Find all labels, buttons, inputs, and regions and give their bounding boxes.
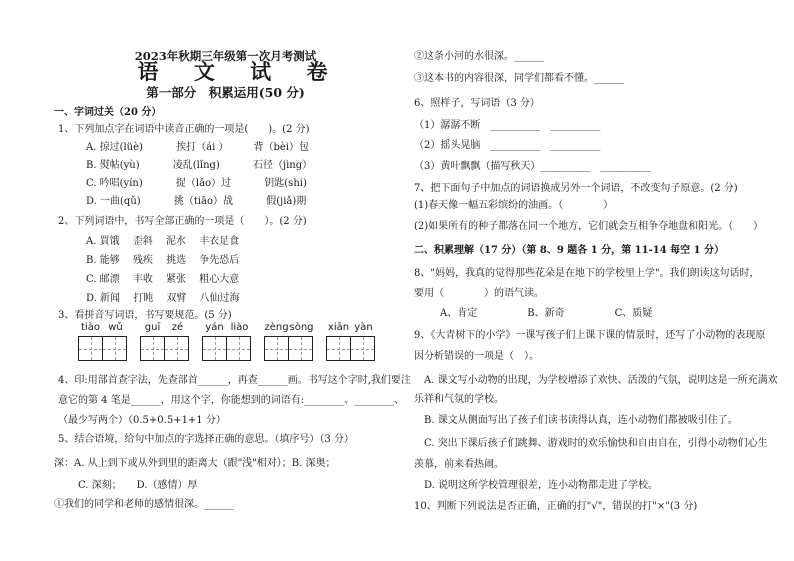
question-8-options: A、肯定 B、新奇 C、质疑 <box>440 308 653 319</box>
question-1-option-c: C. 吟唱(yín) 捉（lǎo）过 钥匙(shi) <box>86 178 307 189</box>
section-1-heading: 一、字词过关（20 分） <box>54 107 162 118</box>
question-2-option-c: C. 邮漂 丰收 紧张 粗心大意 <box>86 274 240 285</box>
pinyin-label: wǔ <box>108 322 123 333</box>
question-5-definitions-cont: C. 深刻； D.（感情）厚 <box>58 480 198 491</box>
question-9-option-b: B. 课文从侧面写出了孩子们读书读得认真，连小动物们都被吸引住了。 <box>424 415 738 426</box>
question-5-item-3: ③这本书的内容很深，同学们都看不懂。______ <box>414 73 624 84</box>
question-9-line-2: 因分析错误的一项是（ ）。 <box>414 351 539 362</box>
question-6-item-2: （2）摇头晃脑 __________ __________ <box>414 140 601 151</box>
pinyin-writing-grid <box>78 322 398 364</box>
question-1-option-d: D. 一曲(qǔ) 挑（tiāo）战 假(jiǎ)期 <box>86 196 307 207</box>
pinyin-label: xiān <box>327 322 350 333</box>
writing-box[interactable] <box>164 336 189 361</box>
question-6: 6、照样子，写词语（3 分） <box>414 98 540 109</box>
pinyin-group-2 <box>140 322 190 361</box>
question-10: 10、判断下列说法是否正确，正确的打"√"，错误的打"×"(3 分) <box>414 501 698 512</box>
writing-box[interactable] <box>78 336 103 361</box>
pinyin-label: sòng <box>289 322 314 333</box>
exam-title: 语 文 试 卷 <box>137 59 342 84</box>
pinyin-label: guī <box>144 322 161 333</box>
question-2-option-b: B. 能够 残疾 挑选 争先恐后 <box>86 255 240 266</box>
question-2: 2、下列词语中，书写全部正确的一项是（ ）。(2 分) <box>58 216 307 227</box>
question-4-line-2: 意它的第 4 笔是______，用这个字，你能想到的词语有:________、________、 <box>58 395 405 406</box>
question-4-line-3: （最少写两个）（0.5+0.5+1+1 分） <box>58 415 226 426</box>
right-column <box>414 0 778 561</box>
question-5: 5、结合语境，给句中加点的字选择正确的意思。（填序号）（3 分） <box>58 434 354 445</box>
exam-header: 2023年秋期三年级第一次月考测试 <box>134 49 317 63</box>
question-5-item-2: ②这条小河的水很深。______ <box>414 51 544 62</box>
writing-box[interactable] <box>326 336 351 361</box>
question-9-option-a: A. 课文写小动物的出现，为学校增添了欢快、活泼的气氛，说明这是一所充满欢 <box>424 375 778 386</box>
writing-box[interactable] <box>140 336 165 361</box>
pinyin-group-1 <box>78 322 128 361</box>
question-9-line-1: 9、《大青树下的小学》一课写孩子们上课下课的情景时，还写了小动物的表现原 <box>414 330 766 341</box>
writing-box[interactable] <box>102 336 127 361</box>
question-9-option-a-cont: 乐祥和气氛的学校。 <box>414 394 504 405</box>
question-7-item-1: (1)春天像一幅五彩缤纷的油画。（ ） <box>414 200 614 211</box>
pinyin-group-5 <box>326 322 376 361</box>
question-7: 7、把下面句子中加点的词语换成另外一个词语，不改变句子原意。(2 分) <box>414 183 738 194</box>
question-9-option-c: C. 突出下课后孩子们跳舞、游戏时的欢乐愉快和自由自在，引得小动物们心生 <box>424 438 768 449</box>
question-5-definitions: 深：A. 从上到下或从外到里的距离大（跟"浅"相对）；B. 深奥； <box>54 458 336 469</box>
pinyin-label: yàn <box>354 322 373 333</box>
left-column <box>54 0 411 561</box>
question-9-option-d: D. 说明这所学校管理很差，连小动物都走进了学校。 <box>424 480 659 491</box>
question-1: 1、下列加点字在词语中读音正确的一项是( )。(2 分) <box>58 124 310 135</box>
writing-box[interactable] <box>350 336 375 361</box>
question-1-option-a: A. 掠过(lüè) 挨打（ái ） 背（bèi）包 <box>86 142 309 153</box>
question-2-option-d: D. 新闻 打盹 双臂 八仙过海 <box>86 293 240 304</box>
pinyin-group-4 <box>264 322 314 361</box>
pinyin-label: zé <box>171 322 184 333</box>
question-4-line-1: 4、印:用部首查字法，先查部首______，再查______画。书写这个字时,我们要注 <box>58 375 411 386</box>
question-1-option-b: B. 熨帖(yù) 凌乱(lǐng) 石径（jìng） <box>86 160 313 171</box>
part-title: 第一部分 积累运用(50 分) <box>146 85 305 100</box>
section-2-heading: 二、积累理解（17 分）（第 8、9 题各 1 分，第 11-14 每空 1 分） <box>414 245 725 256</box>
question-8-line-2: 要用（ ）的语气读。 <box>414 288 544 299</box>
writing-box[interactable] <box>288 336 313 361</box>
pinyin-label: liào <box>230 322 249 333</box>
writing-box[interactable] <box>226 336 251 361</box>
question-7-item-2: (2)如果所有的种子都落在同一个地方，它们就会互相争夺地盘和阳光。（ ） <box>414 221 764 232</box>
question-3: 3、看拼音写词语，书写要规范。(5 分) <box>58 310 232 321</box>
question-5-item-1: ①我们的同学和老师的感情很深。______ <box>54 499 234 510</box>
question-6-item-1: （1）潺潺不断 __________ __________ <box>414 120 601 131</box>
question-8-line-1: 8、"妈妈，我真的觉得那些花朵是在地下的学校里上学"。我们朗读这句话时， <box>414 268 760 279</box>
writing-box[interactable] <box>202 336 227 361</box>
pinyin-group-3 <box>202 322 252 361</box>
question-9-option-c-cont: 羡慕，前来看热闹。 <box>414 459 504 470</box>
pinyin-label: yán <box>205 322 224 333</box>
pinyin-label: tiào <box>81 322 100 333</box>
question-6-item-3: （3）黄叶飘飘（描写秋天）__________ __________ <box>414 161 651 172</box>
writing-box[interactable] <box>264 336 289 361</box>
pinyin-label: zèng <box>264 322 289 333</box>
question-2-option-a: A. 買饿 歪斜 泥水 丰衣足食 <box>86 236 240 247</box>
